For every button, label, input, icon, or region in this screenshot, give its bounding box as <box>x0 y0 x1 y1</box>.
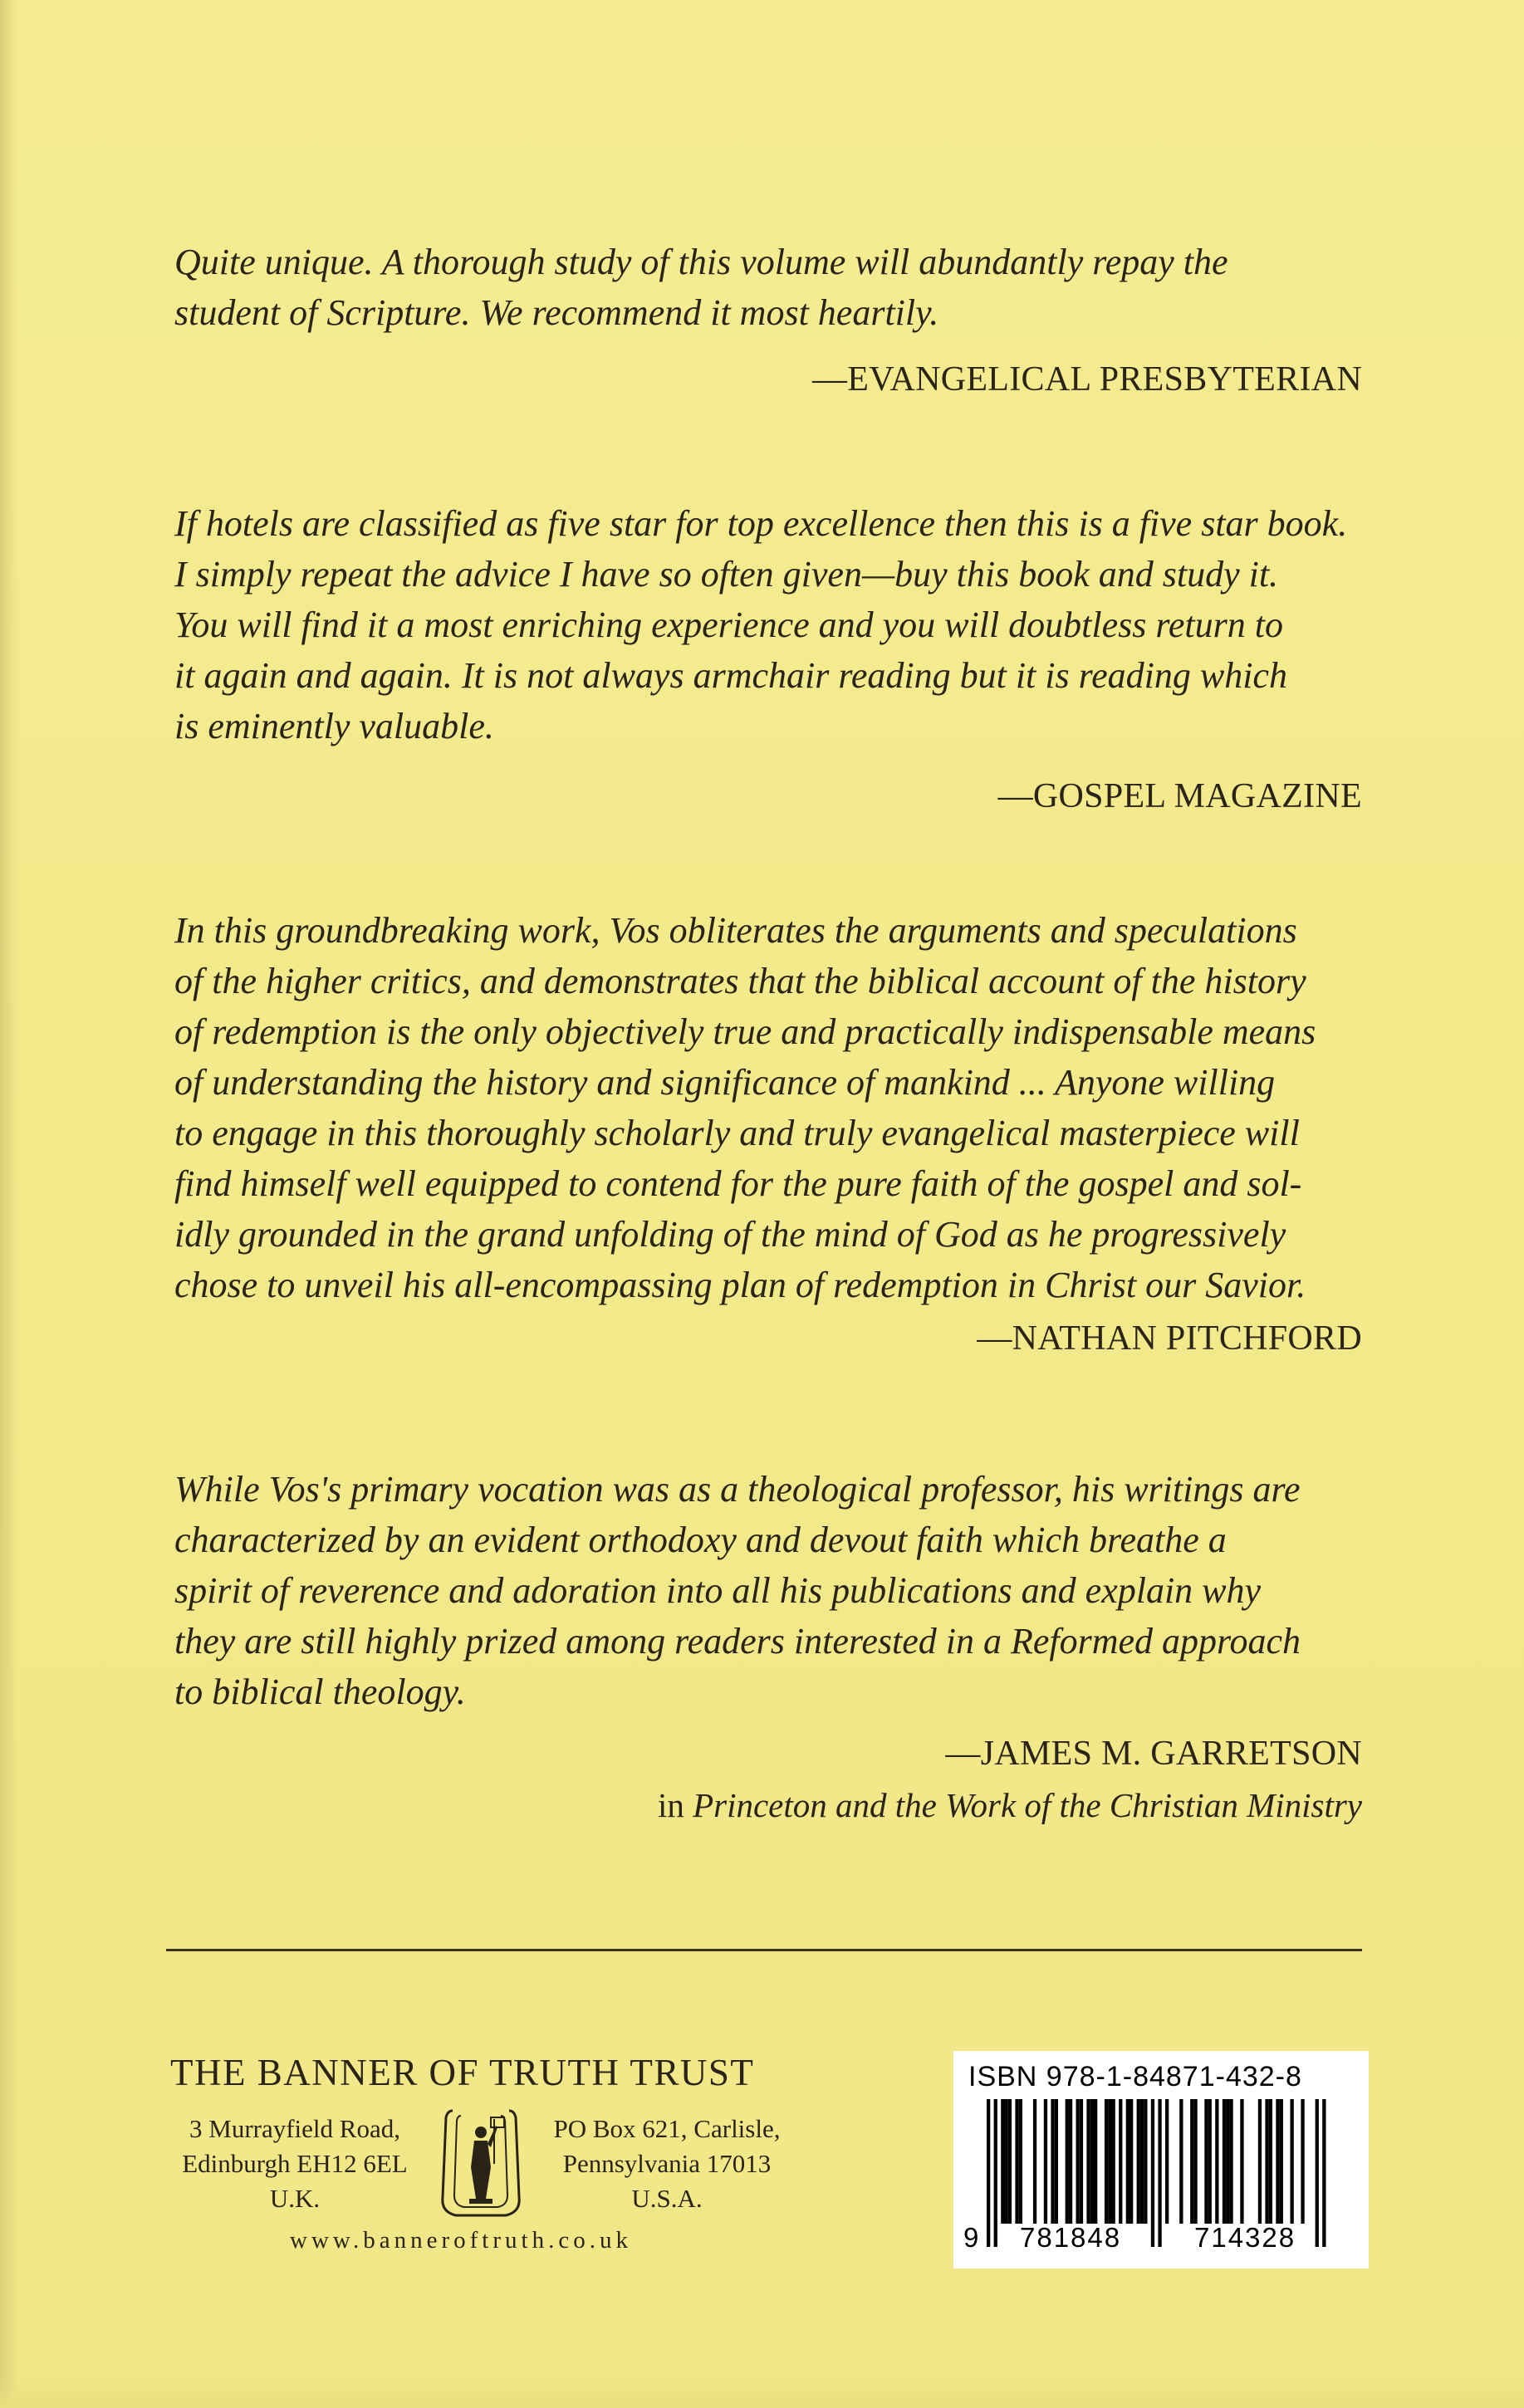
publisher-block <box>170 2051 810 2254</box>
barcode-bar <box>1076 2099 1080 2224</box>
barcode-bar <box>1119 2099 1122 2224</box>
barcode-bar <box>1090 2099 1094 2224</box>
barcode-bar <box>1280 2099 1283 2224</box>
barcode-bars <box>953 2051 1369 2269</box>
barcode-bar <box>1066 2099 1069 2224</box>
barcode-bar <box>1151 2099 1154 2247</box>
blurb-quote <box>174 237 1362 338</box>
barcode-bar <box>1094 2099 1097 2224</box>
barcode-bar <box>1158 2099 1161 2247</box>
barcode-bar <box>987 2099 990 2247</box>
us-address <box>542 2112 791 2216</box>
barcode-bar <box>1258 2099 1262 2224</box>
blurb-attribution: —NATHAN PITCHFORD <box>977 1319 1362 1358</box>
barcode-bar <box>1015 2099 1018 2224</box>
barcode-bar <box>1005 2099 1008 2224</box>
quote-line: In this groundbreaking work, Vos obliterates the arguments and speculations <box>174 910 1297 951</box>
spine-shadow <box>0 0 18 2408</box>
bottom-edge <box>0 2375 1524 2408</box>
barcode-bar <box>1008 2099 1012 2224</box>
quote-line: student of Scripture. We recommend it most heartily. <box>174 292 939 333</box>
quote-line: find himself well equipped to contend for the pure faith of the gospel and sol- <box>174 1163 1302 1204</box>
barcode-bar <box>1269 2099 1272 2224</box>
barcode-bar <box>1001 2099 1004 2224</box>
blurb-source <box>174 1785 1362 1825</box>
blurb-quote <box>174 498 1362 751</box>
barcode-bar <box>1044 2099 1047 2224</box>
barcode-bar <box>1276 2099 1279 2224</box>
quote-line: chose to unveil his all-encompassing plan of redemption in Christ our Savior. <box>174 1265 1306 1305</box>
barcode-bar <box>1140 2099 1144 2224</box>
quote-line: is eminently valuable. <box>174 706 494 746</box>
quote-line: While Vos's primary vocation was as a theological professor, his writings are <box>174 1469 1301 1510</box>
blurb-attribution: —EVANGELICAL PRESBYTERIAN <box>811 360 1362 399</box>
barcode-bar <box>1265 2099 1268 2224</box>
quote-line: of understanding the history and significance of mankind ... Anyone willing <box>174 1062 1276 1103</box>
barcode-bar <box>1190 2099 1193 2224</box>
barcode-bar <box>1086 2099 1090 2224</box>
barcode-bar <box>1301 2099 1304 2224</box>
publisher-addresses <box>170 2106 810 2222</box>
quote-line: If hotels are classified as five star for top excellence then this is a five star book. <box>174 503 1348 544</box>
barcode-bar <box>1204 2099 1208 2224</box>
barcode-bar <box>1130 2099 1133 2224</box>
barcode-bar <box>1316 2099 1319 2247</box>
source-prefix: in <box>657 1786 684 1824</box>
quote-line: to engage in this thoroughly scholarly and truly evangelical masterpiece will <box>174 1113 1300 1153</box>
source-title: Princeton and the Work of the Christian Ministry <box>693 1786 1362 1824</box>
blurb-gospel-magazine <box>174 498 1362 816</box>
publisher-website: www.banneroftruth.co.uk <box>290 2227 632 2254</box>
banner-of-truth-figure-icon <box>436 2106 526 2222</box>
address-line: U.S.A. <box>631 2184 703 2213</box>
quote-line: they are still highly prized among readers interested in a Reformed approach <box>174 1621 1301 1662</box>
address-line: U.K. <box>269 2184 321 2213</box>
quote-line: it again and again. It is not always armchair reading but it is reading which <box>174 655 1287 696</box>
barcode-bar <box>1229 2099 1232 2224</box>
address-line: Pennsylvania 17013 <box>562 2149 772 2178</box>
barcode-bar <box>1033 2099 1036 2224</box>
blurb-quote <box>174 1464 1362 1717</box>
quote-line: idly grounded in the grand unfolding of the mind of God as he progressively <box>174 1214 1286 1255</box>
blurb-nathan-pitchford <box>174 905 1362 1358</box>
barcode-bar <box>1226 2099 1229 2224</box>
barcode-bar <box>1165 2099 1169 2224</box>
barcode-bar <box>1193 2099 1197 2224</box>
barcode-bar <box>1105 2099 1108 2224</box>
publisher-name: THE BANNER OF TRUTH TRUST <box>170 2052 755 2093</box>
barcode-digits-right: 714328 <box>1194 2222 1296 2253</box>
barcode-bar <box>1208 2099 1212 2224</box>
barcode-bar <box>1137 2099 1140 2224</box>
barcode-bar <box>1215 2099 1218 2224</box>
barcode-bar <box>1322 2099 1326 2247</box>
blurb-evangelical-presbyterian <box>174 237 1362 399</box>
quote-line: spirit of reverence and adoration into all his publications and explain why <box>174 1570 1262 1611</box>
quote-line: to biblical theology. <box>174 1671 466 1712</box>
quote-line: of the higher critics, and demonstrates that the biblical account of the history <box>174 961 1306 1001</box>
quote-line: of redemption is the only objectively true and practically indispensable means <box>174 1011 1316 1052</box>
blurb-james-garretson <box>174 1464 1362 1825</box>
isbn-label: ISBN 978-1-84871-432-8 <box>968 2061 1302 2092</box>
barcode-bar <box>1108 2099 1111 2224</box>
quote-line: Quite unique. A thorough study of this volume will abundantly repay the <box>174 242 1228 282</box>
barcode-bar <box>1223 2099 1226 2224</box>
quote-line: You will find it a most enriching experience and you will doubtless return to <box>174 604 1283 645</box>
barcode-bar <box>1055 2099 1058 2224</box>
barcode-bar <box>994 2099 997 2247</box>
divider-rule <box>166 1949 1362 1951</box>
barcode-bar <box>1069 2099 1072 2224</box>
barcode-digit-first: 9 <box>963 2222 981 2253</box>
address-line: 3 Murrayfield Road, <box>189 2114 400 2143</box>
uk-address <box>170 2112 419 2216</box>
barcode-bar <box>1126 2099 1130 2224</box>
barcode-bar <box>1112 2099 1115 2224</box>
address-line: PO Box 621, Carlisle, <box>553 2114 781 2143</box>
barcode-bar <box>1179 2099 1183 2224</box>
quote-line: characterized by an evident orthodoxy and devout faith which breathe a <box>174 1520 1227 1560</box>
barcode-bar <box>1080 2099 1083 2224</box>
barcode-bar <box>1051 2099 1054 2224</box>
blurb-quote <box>174 905 1362 1310</box>
barcode-bar <box>1240 2099 1243 2224</box>
blurb-attribution: —GOSPEL MAGAZINE <box>997 777 1362 815</box>
barcode-digits-left: 781848 <box>1020 2222 1122 2253</box>
barcode-bar <box>1144 2099 1147 2224</box>
barcode-bar <box>1291 2099 1294 2224</box>
quote-line: I simply repeat the advice I have so often given—buy this book and study it. <box>174 554 1279 595</box>
barcode-bar <box>1019 2099 1022 2224</box>
address-line: Edinburgh EH12 6EL <box>182 2149 408 2178</box>
blurb-attribution: —JAMES M. GARRETSON <box>945 1735 1362 1773</box>
isbn-barcode <box>953 2051 1369 2269</box>
